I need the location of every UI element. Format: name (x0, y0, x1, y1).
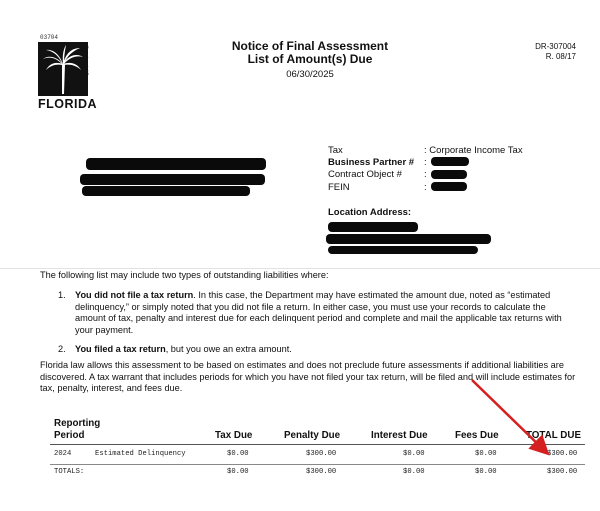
logo-wordmark: FLORIDA (38, 97, 98, 111)
form-code: 03704 (40, 34, 59, 41)
header-fees-due: Fees Due (455, 430, 499, 441)
totals-penalty-due: $300.00 (306, 468, 337, 476)
form-number: DR-307004 (535, 42, 576, 51)
row-fees-due: $0.00 (475, 450, 497, 458)
tax-value: : Corporate Income Tax (424, 145, 523, 156)
logo-department-text: Department of Revenue (85, 46, 90, 89)
list-item-text: . In this case, the Department may have estimated the amount due, noted as “estimated delinquency,” or simply noted that you did not file a return. In either case, you must use your records to calculate the amount of tax, penalty and interest due for each delinquent period and complete and mail the applicable tax returns with your payment. (75, 290, 562, 335)
list-number: 2. (58, 344, 66, 354)
totals-interest-due: $0.00 (403, 468, 425, 476)
header-reporting: Reporting (54, 418, 101, 429)
row-description: Estimated Delinquency (95, 450, 186, 458)
header-penalty-due: Penalty Due (284, 430, 341, 441)
list-item-heading: You filed a tax return (75, 344, 166, 354)
tax-label: Tax (328, 145, 343, 156)
list-item-text: , but you owe an extra amount. (165, 344, 292, 354)
closing-paragraph: Florida law allows this assessment to be based on estimates and does not preclude future assessments if additional liabilities are discovered. A tax warrant that includes periods for which you have not filed your tax return, will be filed and will include estimates for tax, penalty, interest, and fees due. (40, 360, 576, 393)
notice-subtitle: List of Amount(s) Due (247, 52, 373, 66)
row-interest-due: $0.00 (403, 450, 425, 458)
header-tax-due: Tax Due (215, 430, 253, 441)
notice-title: Notice of Final Assessment (231, 39, 389, 53)
fein-label: FEIN (328, 182, 350, 193)
list-number: 1. (58, 290, 66, 300)
row-penalty-due: $300.00 (306, 450, 337, 458)
row-total-due: $300.00 (547, 450, 578, 458)
fein-colon: : (424, 182, 427, 193)
header-interest-due: Interest Due (371, 430, 428, 441)
totals-fees-due: $0.00 (475, 468, 497, 476)
row-period: 2024 (54, 450, 72, 458)
location-address-label: Location Address: (328, 207, 412, 218)
business-partner-label: Business Partner # (328, 157, 415, 168)
header-total-due: TOTAL DUE (526, 430, 581, 441)
row-tax-due: $0.00 (227, 450, 249, 458)
header-period: Period (54, 430, 85, 441)
totals-total-due: $300.00 (547, 468, 578, 476)
form-revision: R. 08/17 (545, 52, 576, 61)
totals-label: TOTALS: (54, 468, 85, 476)
contract-object-colon: : (424, 169, 427, 180)
notice-date: 06/30/2025 (286, 69, 334, 80)
business-partner-colon: : (424, 157, 427, 168)
intro-paragraph: The following list may include two types of outstanding liabilities where: (40, 270, 329, 280)
contract-object-label: Contract Object # (328, 169, 402, 180)
list-item-heading: You did not file a tax return (75, 290, 194, 300)
totals-tax-due: $0.00 (227, 468, 249, 476)
